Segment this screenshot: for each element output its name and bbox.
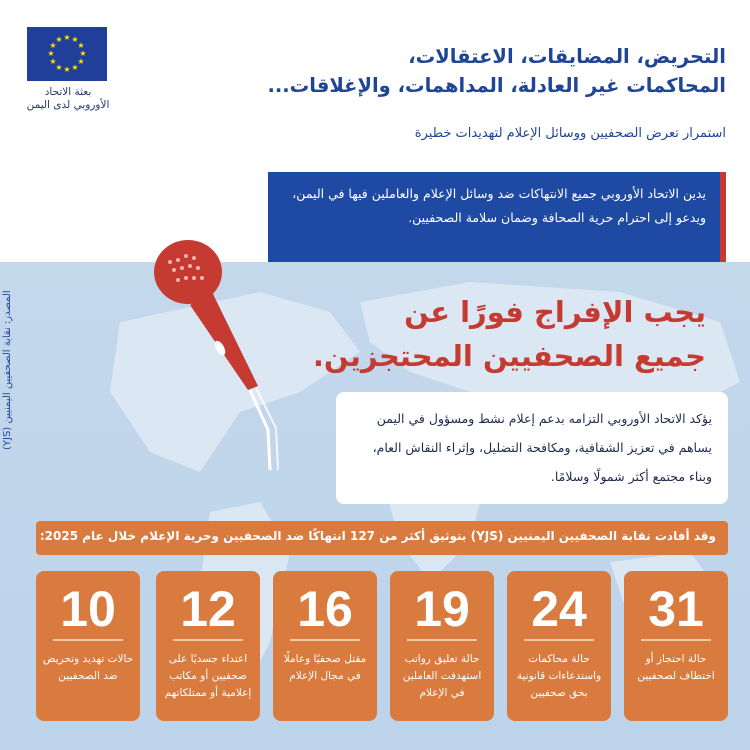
page-title xyxy=(266,42,726,100)
svg-text:★: ★ xyxy=(49,41,57,50)
eu-flag-logo xyxy=(27,27,107,81)
call-line2: جميع الصحفيين المحتجزين. xyxy=(312,339,706,373)
title-line2: المحاكمات غير العادلة، المداهمات، والإغلاقات... xyxy=(267,74,726,97)
svg-text:★: ★ xyxy=(71,63,79,72)
svg-text:★: ★ xyxy=(71,35,79,44)
stat-divider xyxy=(407,639,477,641)
svg-text:★: ★ xyxy=(55,35,63,44)
call-line1: يجب الإفراج فورًا عن xyxy=(404,295,706,329)
stat-value: 24 xyxy=(531,581,587,637)
stat-value: 16 xyxy=(297,581,353,637)
eu-caption-line1: بعثة الاتحاد xyxy=(44,86,92,98)
stat-card-trials xyxy=(507,571,611,721)
stat-divider xyxy=(290,639,360,641)
stat-label: حالة تعليق رواتب استهدفت العاملين في الإعلام xyxy=(402,653,482,699)
svg-text:★: ★ xyxy=(49,57,57,66)
eu-mission-caption xyxy=(22,86,114,112)
microphone-icon xyxy=(150,230,280,470)
stat-label: مقتل صحفيًا وعاملًا في مجال الإعلام xyxy=(283,653,367,682)
stat-label: حالات تهديد وتحريض ضد الصحفيين xyxy=(42,653,134,682)
stat-label: اعتداء جسديًا على صحفيين أو مكاتب إعلامية أو ممتلكاتهم xyxy=(164,653,252,699)
stat-divider xyxy=(53,639,123,641)
svg-text:★: ★ xyxy=(63,33,71,42)
stat-divider xyxy=(173,639,243,641)
svg-text:★: ★ xyxy=(55,63,63,72)
svg-text:★: ★ xyxy=(77,57,85,66)
stat-card-assaults xyxy=(156,571,260,721)
svg-text:★: ★ xyxy=(77,41,85,50)
source-credit: المصدر: نقابة الصحفيين اليمنيين (YJS) xyxy=(2,290,13,450)
stat-divider xyxy=(641,639,711,641)
stats-row xyxy=(36,571,728,721)
svg-text:★: ★ xyxy=(79,49,87,58)
stat-value: 31 xyxy=(648,581,704,637)
stat-label: حالة احتجاز أو اختطاف لصحفيين xyxy=(637,653,715,682)
title-line1: التحريض، المضايقات، الاعتقالات، xyxy=(408,45,726,68)
commitment-card: يؤكد الاتحاد الأوروبي التزامه بدعم إعلام نشط ومسؤول في اليمن يساهم في تعزيز الشفافية، ومكافحة التضليل، وإثراء النقاش العام، وبناء مجتمع أكثر شمولًا وسلامًا. xyxy=(336,392,728,504)
eu-caption-line2: الأوروبي لدى اليمن xyxy=(26,99,110,111)
svg-text:★: ★ xyxy=(47,49,55,58)
stat-value: 19 xyxy=(414,581,470,637)
stat-card-threats xyxy=(36,571,140,721)
stat-card-detentions xyxy=(624,571,728,721)
svg-text:★: ★ xyxy=(63,65,71,74)
condemnation-statement: يدين الاتحاد الأوروبي جميع الانتهاكات ضد وسائل الإعلام والعاملين فيها في اليمن، ويدعو إلى احترام حرية الصحافة وضمان سلامة الصحفيين. xyxy=(268,172,726,262)
stat-value: 10 xyxy=(60,581,116,637)
stat-divider xyxy=(524,639,594,641)
page-subtitle: استمرار تعرض الصحفيين ووسائل الإعلام لتهديدات خطيرة xyxy=(414,126,726,141)
release-call-headline xyxy=(306,290,706,378)
stat-card-salaries xyxy=(390,571,494,721)
report-summary-bar: وقد أفادت نقابة الصحفيين اليمنيين (YJS) بتوثيق أكثر من 127 انتهاكًا ضد الصحفيين وحرية الإعلام خلال عام 2025: xyxy=(36,521,728,555)
stat-value: 12 xyxy=(180,581,236,637)
stat-card-killings xyxy=(273,571,377,721)
stat-label: حالة محاكمات واستدعاءات قانونية بحق صحفيين xyxy=(516,653,602,699)
